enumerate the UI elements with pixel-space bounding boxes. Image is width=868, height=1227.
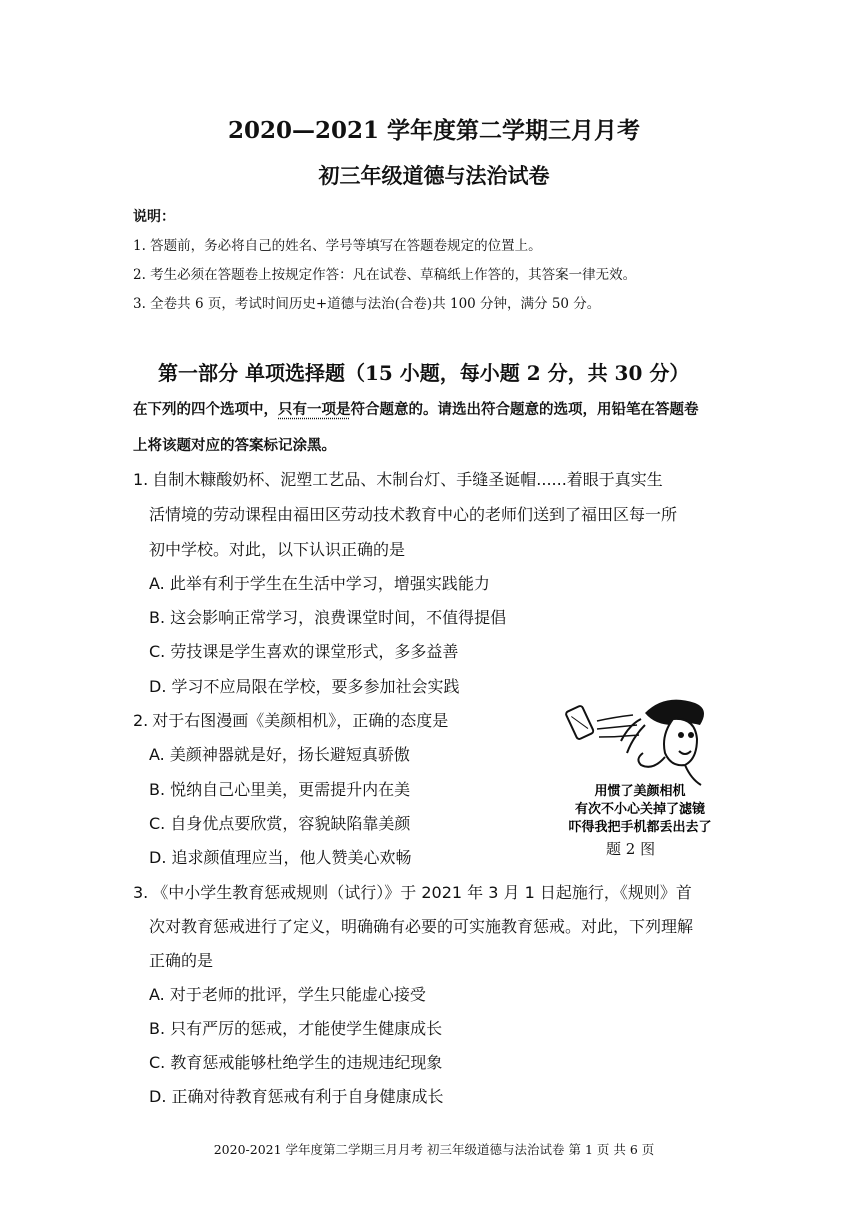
exam-title: 2020—2021 学年度第二学期三月月考: [227, 117, 641, 144]
cartoon-text-line: 用惯了美颜相机: [594, 784, 686, 799]
question-1-line: 初中学校。对此，以下认识正确的是: [149, 540, 406, 559]
instruction-text: 在下列的四个选项中，: [133, 401, 278, 418]
note-item: 3. 全卷共 6 页，考试时间历史+道德与法治(合卷)共 100 分钟，满分 50 分。: [133, 296, 601, 312]
option-a: A. 美颜神器就是好，扬长避短真骄傲: [149, 745, 410, 764]
page-footer: 2020-2021 学年度第二学期三月月考 初三年级道德与法治试卷 第 1 页 共 6 页: [213, 1142, 655, 1157]
question-number: 2.: [133, 711, 149, 730]
section-title: 第一部分 单项选择题（15 小题，每小题 2 分，共 30 分）: [158, 361, 690, 385]
phone-icon: [565, 705, 594, 740]
note-item: 1. 答题前，务必将自己的姓名、学号等填写在答题卷规定的位置上。: [133, 238, 542, 254]
option-b: B. 这会影响正常学习，浪费课堂时间，不值得提倡: [149, 608, 507, 627]
section-instruction-line2: 上将该题对应的答案标记涂黑。: [133, 437, 336, 454]
option-b: B. 只有严厉的惩戒，才能使学生健康成长: [149, 1019, 443, 1038]
cartoon-text-line: 吓得我把手机都丢出去了: [568, 820, 712, 835]
option-a: A. 此举有利于学生在生活中学习，增强实践能力: [149, 574, 490, 593]
exam-subtitle: 初三年级道德与法治试卷: [318, 163, 550, 188]
question-1-line: 活情境的劳动课程由福田区劳动技术教育中心的老师们送到了福田区每一所: [149, 505, 678, 524]
option-a: A. 对于老师的批评，学生只能虚心接受: [149, 985, 426, 1004]
instruction-text: 符合题意的。请选出符合题意的选项，用铅笔在答题卷: [350, 401, 699, 418]
option-d: D. 学习不应局限在学校，要多参加社会实践: [149, 677, 460, 696]
question-2-line: [133, 708, 448, 731]
question-3-line: [133, 880, 692, 903]
option-c: C. 教育惩戒能够杜绝学生的违规违纪现象: [149, 1053, 443, 1072]
beauty-camera-cartoon: [545, 695, 735, 835]
notes-label: 说明：: [133, 209, 175, 225]
question-text: 对于右图漫画《美颜相机》，正确的态度是: [152, 711, 449, 730]
question-number: 1.: [133, 470, 149, 489]
section-instruction: [133, 398, 699, 419]
option-c: C. 劳技课是学生喜欢的课堂形式，多多益善: [149, 642, 459, 661]
option-d: D. 追求颜值理应当，他人赞美心欢畅: [149, 848, 412, 867]
cartoon-text-line: 有次不小心关掉了滤镜: [574, 802, 706, 817]
question-3-line: 正确的是: [149, 951, 214, 970]
instruction-emphasis: 只有一项是: [278, 401, 351, 418]
question-3-line: 次对教育惩戒进行了定义，明确确有必要的可实施教育惩戒。对此，下列理解: [149, 917, 694, 936]
option-d: D. 正确对待教育惩戒有利于自身健康成长: [149, 1087, 444, 1106]
note-item: 2. 考生必须在答题卷上按规定作答：凡在试卷、草稿纸上作答的，其答案一律无效。: [133, 267, 637, 283]
option-c: C. 自身优点要欣赏，容貌缺陷靠美颜: [149, 814, 411, 833]
question-text: 《中小学生教育惩戒规则（试行）》于 2021 年 3 月 1 日起施行，《规则》首: [152, 883, 692, 902]
question-1-line: [133, 467, 663, 490]
figure-caption: 题 2 图: [606, 840, 656, 858]
option-b: B. 悦纳自己心里美，更需提升内在美: [149, 780, 411, 799]
question-number: 3.: [133, 883, 149, 902]
question-text: 自制木糠酸奶杯、泥塑工艺品、木制台灯、手缝圣诞帽......着眼于真实生: [152, 470, 663, 489]
